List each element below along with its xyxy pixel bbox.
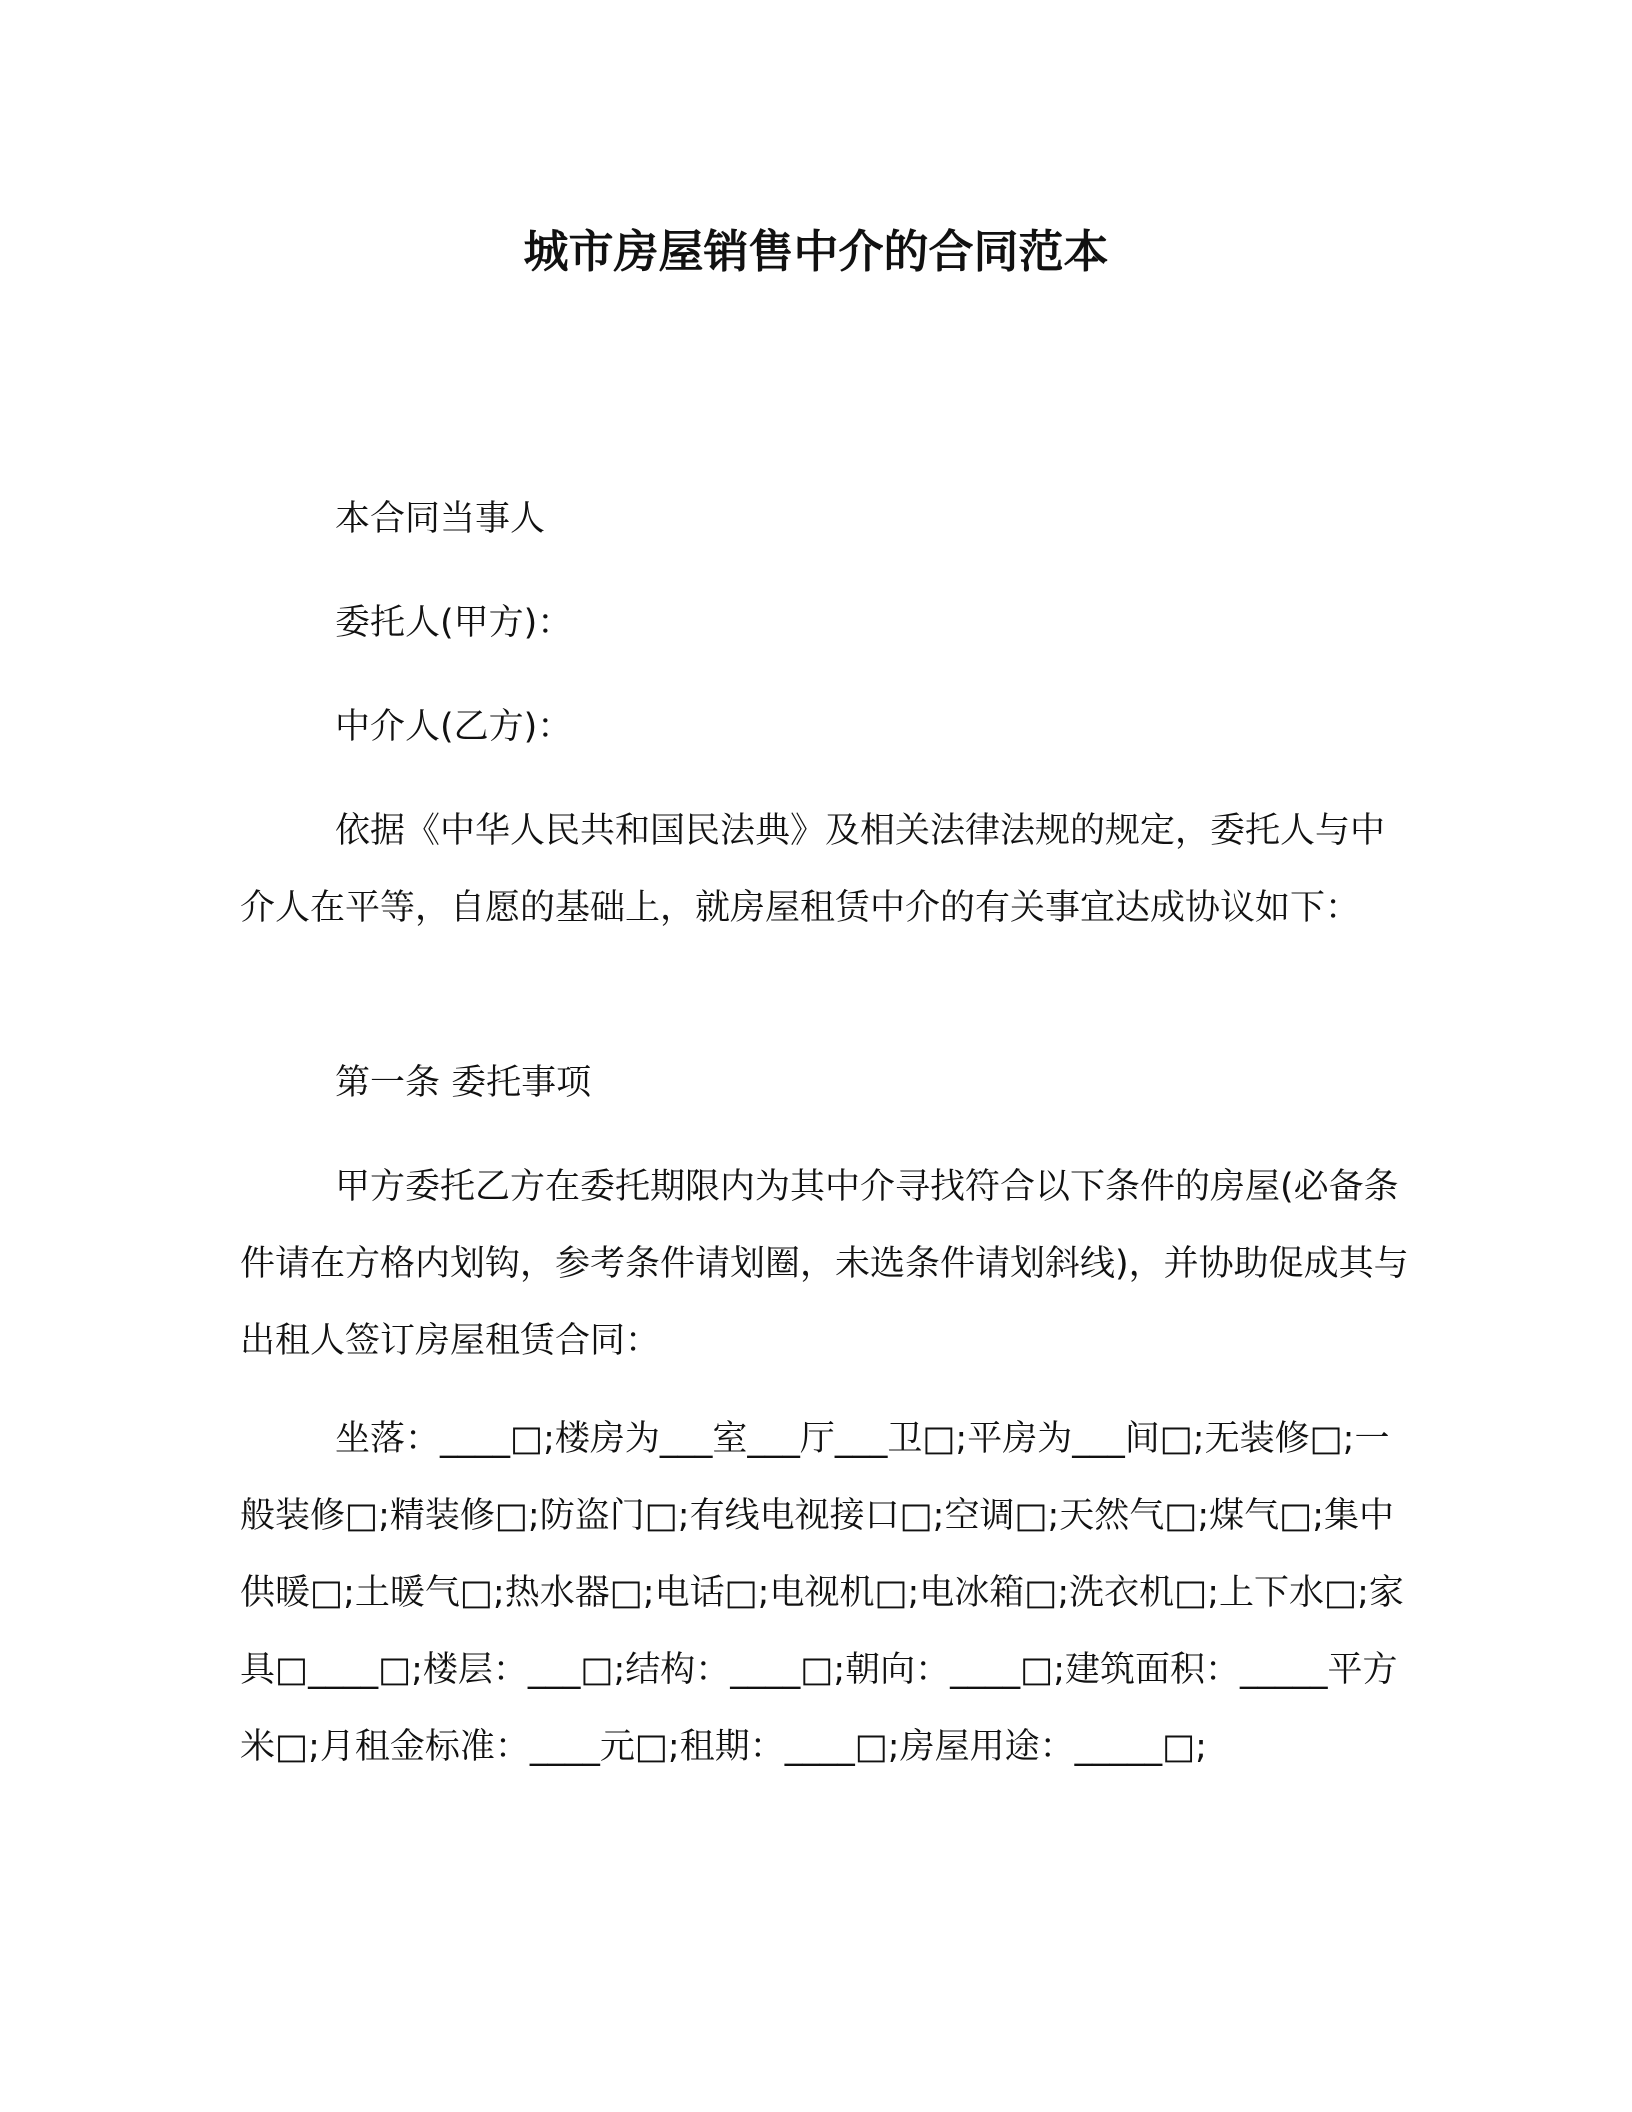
conditions-paragraph: 坐落：____□;楼房为___室___厅___卫□;平房为___间□;无装修□;一般装修□;精装修□;防盗门□;有线电视接口□;空调□;天然气□;煤气□;集中供暖□;土暖气□;热水器□;电话□;电视机□;电冰箱□;洗衣机□;上下水□;家具□____□;楼层：___□;结构：____□;朝向：____□;建筑面积：_____平方米□;月租金标准：____元□;租期：____□;房屋用途：_____□;: [240, 1419, 1404, 1767]
preamble-paragraph: 依据《中华人民共和国民法典》及相关法律法规的规定，委托人与中介人在平等，自愿的基础上，就房屋租赁中介的有关事宜达成协议如下：: [240, 811, 1386, 928]
article-1-heading: 第一条 委托事项: [335, 1063, 592, 1103]
article-1-body: 甲方委托乙方在委托期限内为其中介寻找符合以下条件的房屋(必备条件请在方格内划钩，参考条件请划圈，未选条件请划斜线)，并协助促成其与出租人签订房屋租赁合同：: [240, 1167, 1409, 1361]
party-a-line: 委托人(甲方)：: [335, 603, 573, 643]
party-b-line: 中介人(乙方)：: [335, 707, 573, 747]
document-title: 城市房屋销售中介的合同范本: [523, 225, 1109, 278]
parties-heading: 本合同当事人: [335, 499, 546, 539]
